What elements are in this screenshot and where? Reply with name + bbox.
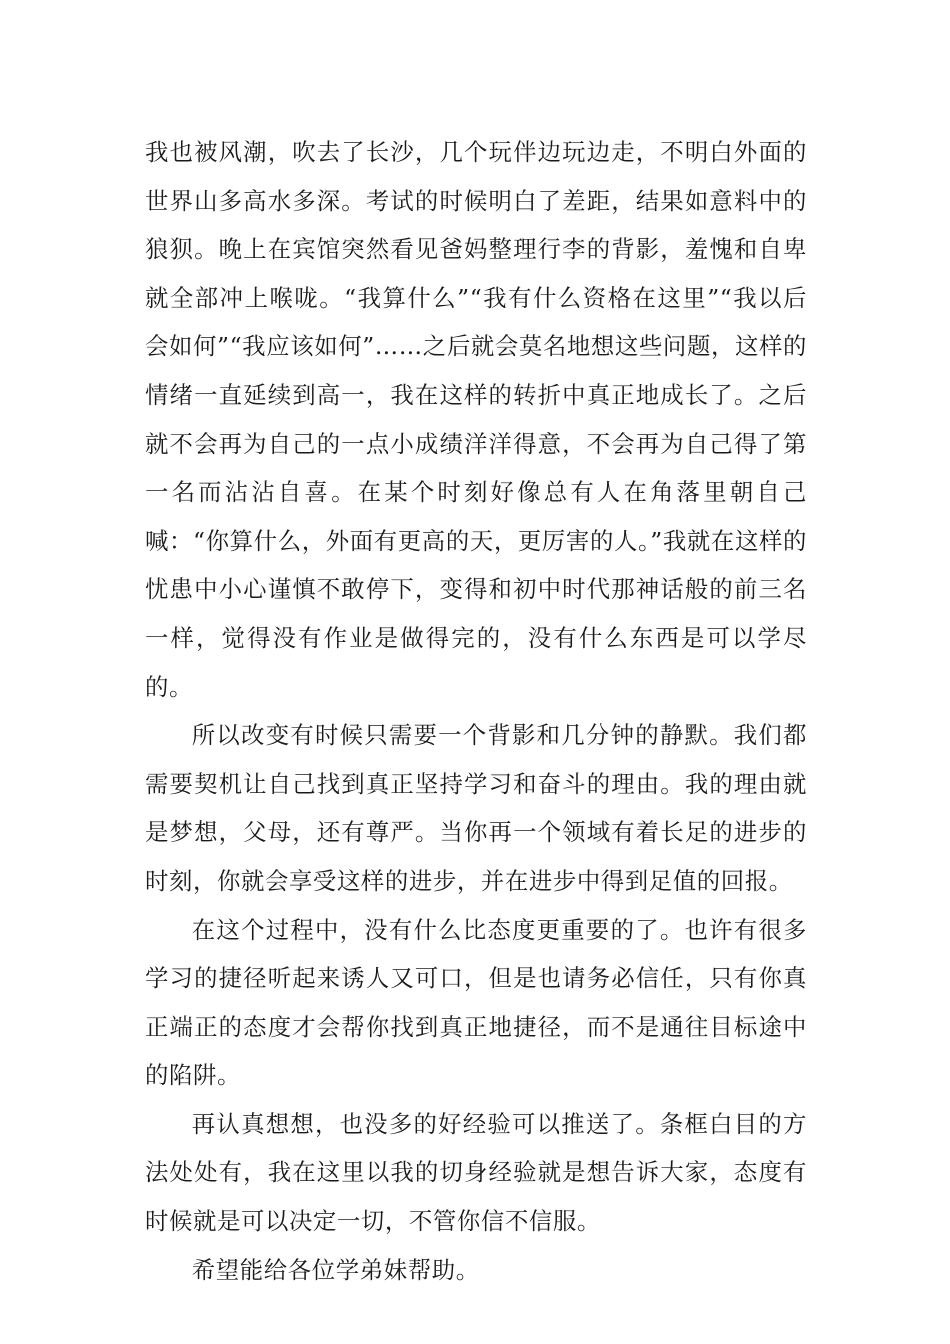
paragraph-4: 再认真想想，也没多的好经验可以推送了。条框白目的方法处处有，我在这里以我的切身经验就是想告诉大家，态度有时候就是可以决定一切，不管你信不信服。 <box>145 1109 807 1236</box>
paragraph-2: 所以改变有时候只需要一个背影和几分钟的静默。我们都需要契机让自己找到真正坚持学习和奋斗的理由。我的理由就是梦想，父母，还有尊严。当你再一个领域有着长足的进步的时刻，你就会享受这样的进步，并在进步中得到足值的回报。 <box>145 721 807 895</box>
paragraph-3: 在这个过程中，没有什么比态度更重要的了。也许有很多学习的捷径听起来诱人又可口，但是也请务必信任，只有你真正端正的态度才会帮你找到真正地捷径，而不是通往目标途中的陷阱。 <box>145 915 807 1090</box>
paragraph-5: 希望能给各位学弟妹帮助。 <box>191 1255 480 1284</box>
paragraph-1: 我也被风潮，吹去了长沙，几个玩伴边玩边走，不明白外面的世界山多高水多深。考试的时候明白了差距，结果如意料中的狼狈。晚上在宾馆突然看见爸妈整理行李的背影，羞愧和自卑就全部冲上喉咙。“我算什么”“我有什么资格在这里”“我以后会如何”“我应该如何”……之后就会莫名地想这些问题，这样的情绪一直延续到高一，我在这样的转折中真正地成长了。之后就不会再为自己的一点小成绩洋洋得意，不会再为自己得了第一名而沾沾自喜。在某个时刻好像总有人在角落里朝自己喊：“你算什么，外面有更高的天，更厉害的人。”我就在这样的忧患中小心谨慎不敢停下，变得和初中时代那神话般的前三名一样，觉得没有作业是做得完的，没有什么东西是可以学尽的。 <box>145 138 808 701</box>
document-body <box>145 128 807 1294</box>
